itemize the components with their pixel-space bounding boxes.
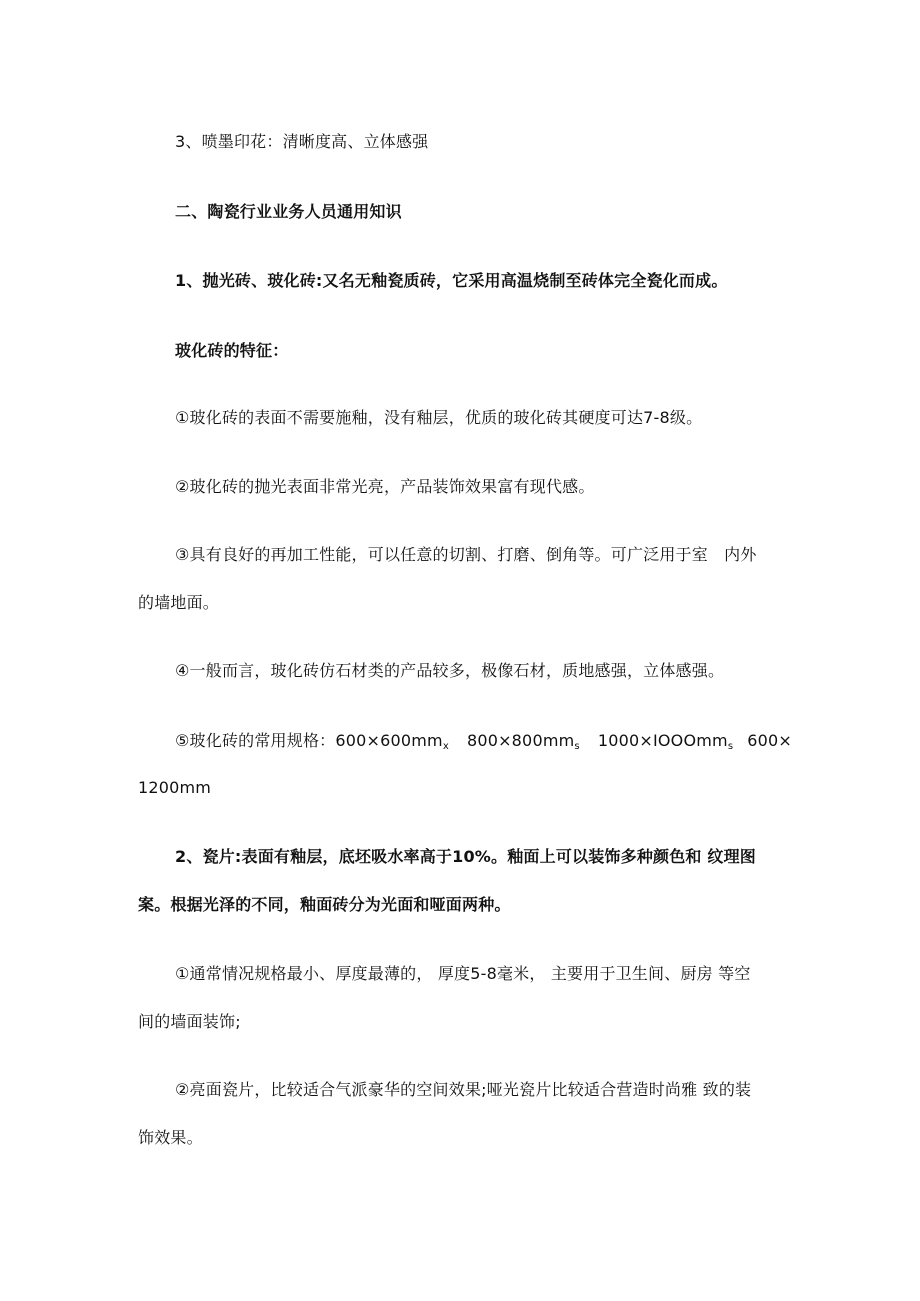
subheading-polished-tiles: 1、抛光砖、玻化砖:又名无釉瓷质砖，它采用高温烧制至砖体完全瓷化而成。 — [175, 271, 728, 290]
feature-4: ④一般而言，玻化砖仿石材类的产品较多，极像石材，质地感强，立体感强。 — [175, 661, 725, 680]
feature-1: ①玻化砖的表面不需要施釉，没有釉层，优质的玻化砖其硬度可达7-8级。 — [175, 408, 703, 427]
spec-3-sub: s — [727, 741, 734, 752]
spec-4: 600× — [747, 731, 792, 750]
feature-5-line-1 — [175, 730, 792, 758]
feature-3-line-1: ③具有良好的再加工性能，可以任意的切割、打磨、倒角等。可广泛用于室 内外 — [175, 545, 757, 564]
spec-2: 800×800mm — [466, 731, 575, 750]
section-heading-general-knowledge: 二、陶瓷行业业务人员通用知识 — [175, 202, 402, 221]
spec-1-sub: x — [442, 741, 449, 752]
subheading-wall-tiles-line-2: 案。根据光泽的不同，釉面砖分为光面和哑面两种。 — [138, 895, 511, 914]
spec-1: ⑤玻化砖的常用规格：600×600mm — [175, 731, 443, 750]
feature-2: ②玻化砖的抛光表面非常光亮，产品装饰效果富有现代感。 — [175, 477, 595, 496]
feature-5-line-2: 1200mm — [138, 778, 212, 797]
wall-tile-point-2-line-1: ②亮面瓷片，比较适合气派豪华的空间效果;哑光瓷片比较适合营造时尚雅 致的装 — [175, 1080, 752, 1099]
item-inkjet-printing: 3、喷墨印花：清晰度高、立体感强 — [175, 132, 429, 151]
feature-3-line-2: 的墙地面。 — [138, 593, 220, 612]
spec-2-sub: s — [574, 741, 580, 752]
wall-tile-point-1-line-1: ①通常情况规格最小、厚度最薄的， 厚度5-8毫米， 主要用于卫生间、厨房 等空 — [175, 964, 751, 983]
subheading-wall-tiles-line-1: 2、瓷片:表面有釉层，底坯吸水率高于10%。釉面上可以装饰多种颜色和 纹理图 — [175, 847, 756, 866]
wall-tile-point-1-line-2: 间的墙面装饰; — [138, 1012, 241, 1031]
spec-3: 1000×IOOOmm — [597, 731, 728, 750]
wall-tile-point-2-line-2: 饰效果。 — [138, 1128, 203, 1147]
subheading-vitrified-features: 玻化砖的特征： — [175, 341, 289, 360]
